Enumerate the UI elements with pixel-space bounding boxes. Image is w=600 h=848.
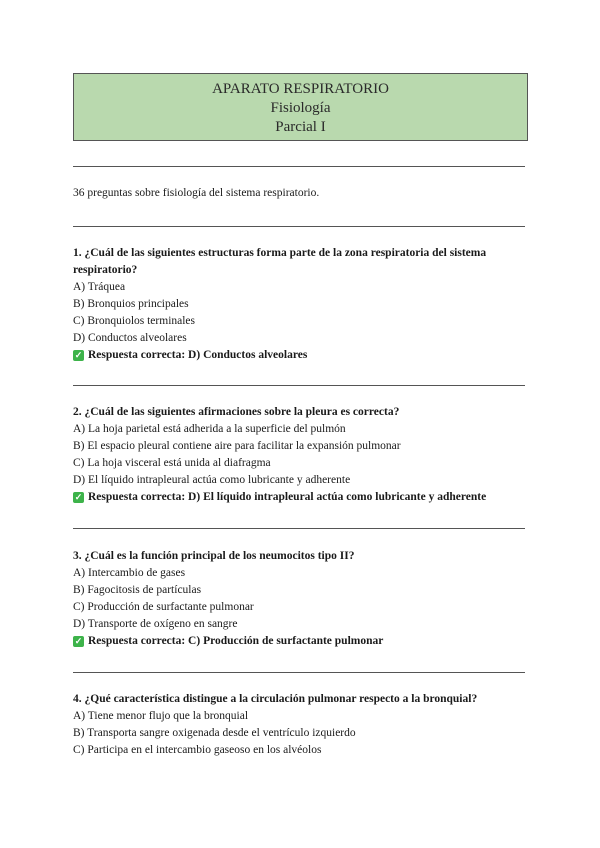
title-line-2: Fisiología — [270, 100, 331, 116]
title-line-3: Parcial I — [275, 119, 326, 135]
divider — [73, 672, 525, 673]
title-line-1: APARATO RESPIRATORIO — [212, 81, 389, 97]
question-title: 2. ¿Cuál de las siguientes afirmaciones sobre la pleura es correcta? — [73, 406, 400, 418]
check-icon: ✓ — [74, 492, 83, 502]
divider — [73, 385, 525, 386]
option-d: D) Conductos alveolares — [73, 332, 187, 344]
question-1 — [73, 245, 525, 364]
option-c: C) Participa en el intercambio gaseoso en los alvéolos — [73, 744, 322, 756]
option-d: D) El líquido intrapleural actúa como lubricante y adherente — [73, 474, 351, 486]
title-box — [73, 73, 528, 141]
option-d: D) Transporte de oxígeno en sangre — [73, 618, 238, 630]
correct-answer — [73, 347, 525, 364]
option-c: C) Producción de surfactante pulmonar — [73, 601, 254, 613]
divider — [73, 166, 525, 167]
option-a: A) Tráquea — [73, 281, 126, 293]
option-b: B) Transporta sangre oxigenada desde el ventrículo izquierdo — [73, 727, 356, 739]
question-title: 4. ¿Qué característica distingue a la circulación pulmonar respecto a la bronquial? — [73, 693, 478, 705]
option-a: A) La hoja parietal está adherida a la superficie del pulmón — [73, 423, 346, 435]
option-b: B) Fagocitosis de partículas — [73, 584, 202, 596]
option-c: C) La hoja visceral está unida al diafragma — [73, 457, 271, 469]
answer-text: Respuesta correcta: D) El líquido intrapleural actúa como lubricante y adherente — [88, 491, 487, 503]
option-b: B) Bronquios principales — [73, 298, 189, 310]
option-c: C) Bronquiolos terminales — [73, 315, 196, 327]
question-title: 1. ¿Cuál de las siguientes estructuras forma parte de la zona respiratoria del sistema respiratorio? — [73, 247, 487, 276]
option-a: A) Tiene menor flujo que la bronquial — [73, 710, 249, 722]
question-2 — [73, 404, 525, 506]
question-4 — [73, 691, 525, 759]
divider — [73, 226, 525, 227]
correct-answer — [73, 489, 525, 506]
option-b: B) El espacio pleural contiene aire para facilitar la expansión pulmonar — [73, 440, 401, 452]
check-icon: ✓ — [74, 636, 83, 646]
question-title: 3. ¿Cuál es la función principal de los neumocitos tipo II? — [73, 550, 355, 562]
answer-text: Respuesta correcta: D) Conductos alveolares — [88, 349, 308, 361]
intro-text: 36 preguntas sobre fisiología del sistema respiratorio. — [73, 187, 320, 199]
check-icon: ✓ — [74, 350, 83, 360]
answer-text: Respuesta correcta: C) Producción de surfactante pulmonar — [88, 635, 384, 647]
option-a: A) Intercambio de gases — [73, 567, 186, 579]
question-3 — [73, 548, 525, 650]
correct-answer — [73, 633, 525, 650]
divider — [73, 528, 525, 529]
